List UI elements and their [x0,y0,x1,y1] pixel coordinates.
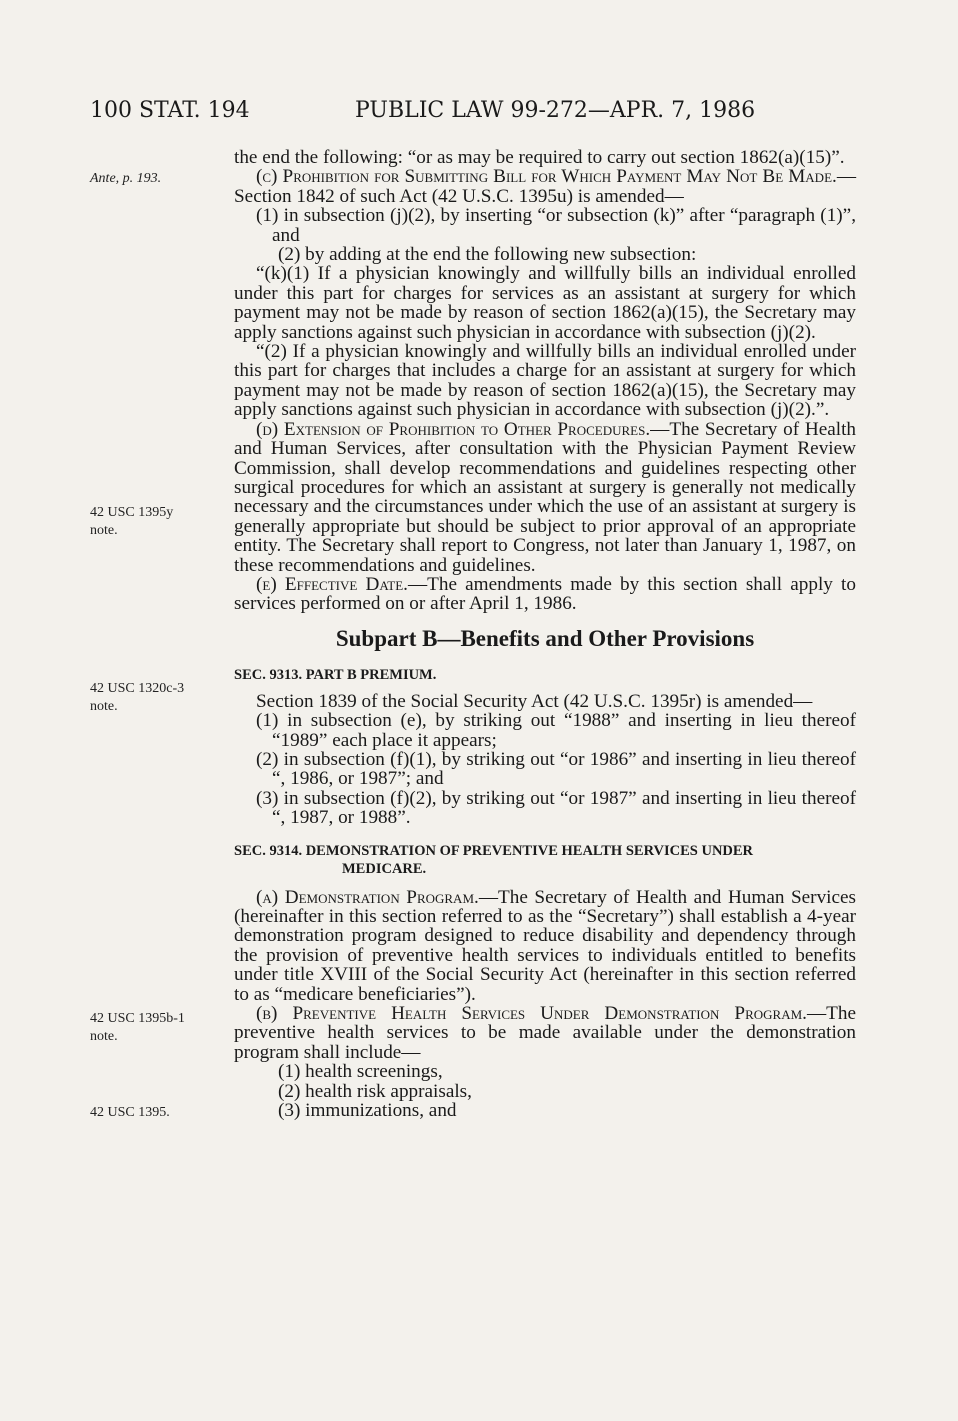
list-item: (3) immunizations, and [278,1100,457,1122]
subsection-c: (c) Prohibition for Submitting Bill for Which Payment May Not Be Made.—Section 1842 of such Act (42 U.S.C. 1395u) is amended— [234,166,856,207]
section-9313-clause-2: (2) in subsection (f)(1), by striking out “or 1986” and inserting in lieu thereof “, 1986, or 1987”; and [256,748,856,790]
page-header [90,98,860,134]
section-9314-subsection-a: (a) Demonstration Program.—The Secretary of Health and Human Services (hereinafter in this section referred to as the “Secretary”) shall establish a 4-year demonstration program designed to reduce disability and dependency through the provision of preventive health services to individuals entitled to benefits under title XVIII of the Social Security Act (hereinafter in this section referred to as “medicare beneficiaries”). [234,886,856,1005]
section-9314-heading: SEC. 9314. DEMONSTRATION OF PREVENTIVE HEALTH SERVICES UNDER MEDICARE. [234,842,754,877]
margin-note-1320c3: 42 USC 1320c-3 note. [90,681,185,714]
section-9313-heading: SEC. 9313. PART B PREMIUM. [234,666,437,683]
margin-note-1395y: 42 USC 1395y note. [90,505,174,538]
subsection-e: (e) Effective Date.—The amendments made by this section shall apply to services performed on or after April 1, 1986. [234,573,856,615]
section-9313-intro: Section 1839 of the Social Security Act (42 U.S.C. 1395r) is amended— [256,690,813,712]
running-title: PUBLIC LAW 99-272—APR. 7, 1986 [355,98,756,123]
list-item: (2) health risk appraisals, [278,1080,472,1102]
section-9313-clause-1: (1) in subsection (e), by striking out “1988” and inserting in lieu thereof “1989” each place it appears; [256,710,856,751]
clause-c2: (2) by adding at the end the following new subsection: [278,244,697,266]
new-subsection-k1: “(k)(1) If a physician knowingly and willfully bills an individual enrolled under this part for charges for services as an assistant at surgery for which payment may not be made by reason of section 1862(a)(15), the Secretary may apply sanctions against such physician in accordance with subsection (j)(2). [234,263,856,343]
paragraph: the end the following: “or as may be required to carry out section 1862(a)(15)”. [234,147,845,168]
statute-page-number: 100 STAT. 194 [90,98,250,123]
margin-note-1395: 42 USC 1395. [90,1105,170,1120]
section-9313-clause-3: (3) in subsection (f)(2), by striking out “or 1987” and inserting in lieu thereof “, 1987, or 1988”. [256,787,856,829]
clause-c1: (1) in subsection (j)(2), by inserting “or subsection (k)” after “paragraph (1)”, and [256,205,856,246]
statute-text [234,148,856,1120]
section-9314-subsection-b: (b) Preventive Health Services Under Demonstration Program.—The preventive health services to be made available under the demonstration program shall include— [234,1003,856,1063]
margin-note-1395b1: 42 USC 1395b-1 note. [90,1011,185,1044]
list-item: (1) health screenings, [278,1061,443,1083]
subsection-d: (d) Extension of Prohibition to Other Procedures.—The Secretary of Health and Human Services, after consultation with the Physician Payment Review Commission, shall develop recommendations and guidelines respecting other surgical procedures for which an assistant at surgery is generally not medically necessary and the circumstances under which the use of an assistant at surgery is generally appropriate but should be subject to prior approval of an appropriate entity. The Secretary shall report to Congress, not later than January 1, 1987, on these recommendations and guidelines. [234,418,856,576]
margin-note-ante: Ante, p. 193. [90,171,162,186]
new-subsection-k2: “(2) If a physician knowingly and willfully bills an individual enrolled under this part for charges that includes a charge for an assistant at surgery for which payment may not be made by reason of section 1862(a)(15), the Secretary may apply sanctions against such physician in accordance with subsection (j)(2).”. [234,341,856,421]
subpart-heading: Subpart B—Benefits and Other Provisions [335,625,755,651]
